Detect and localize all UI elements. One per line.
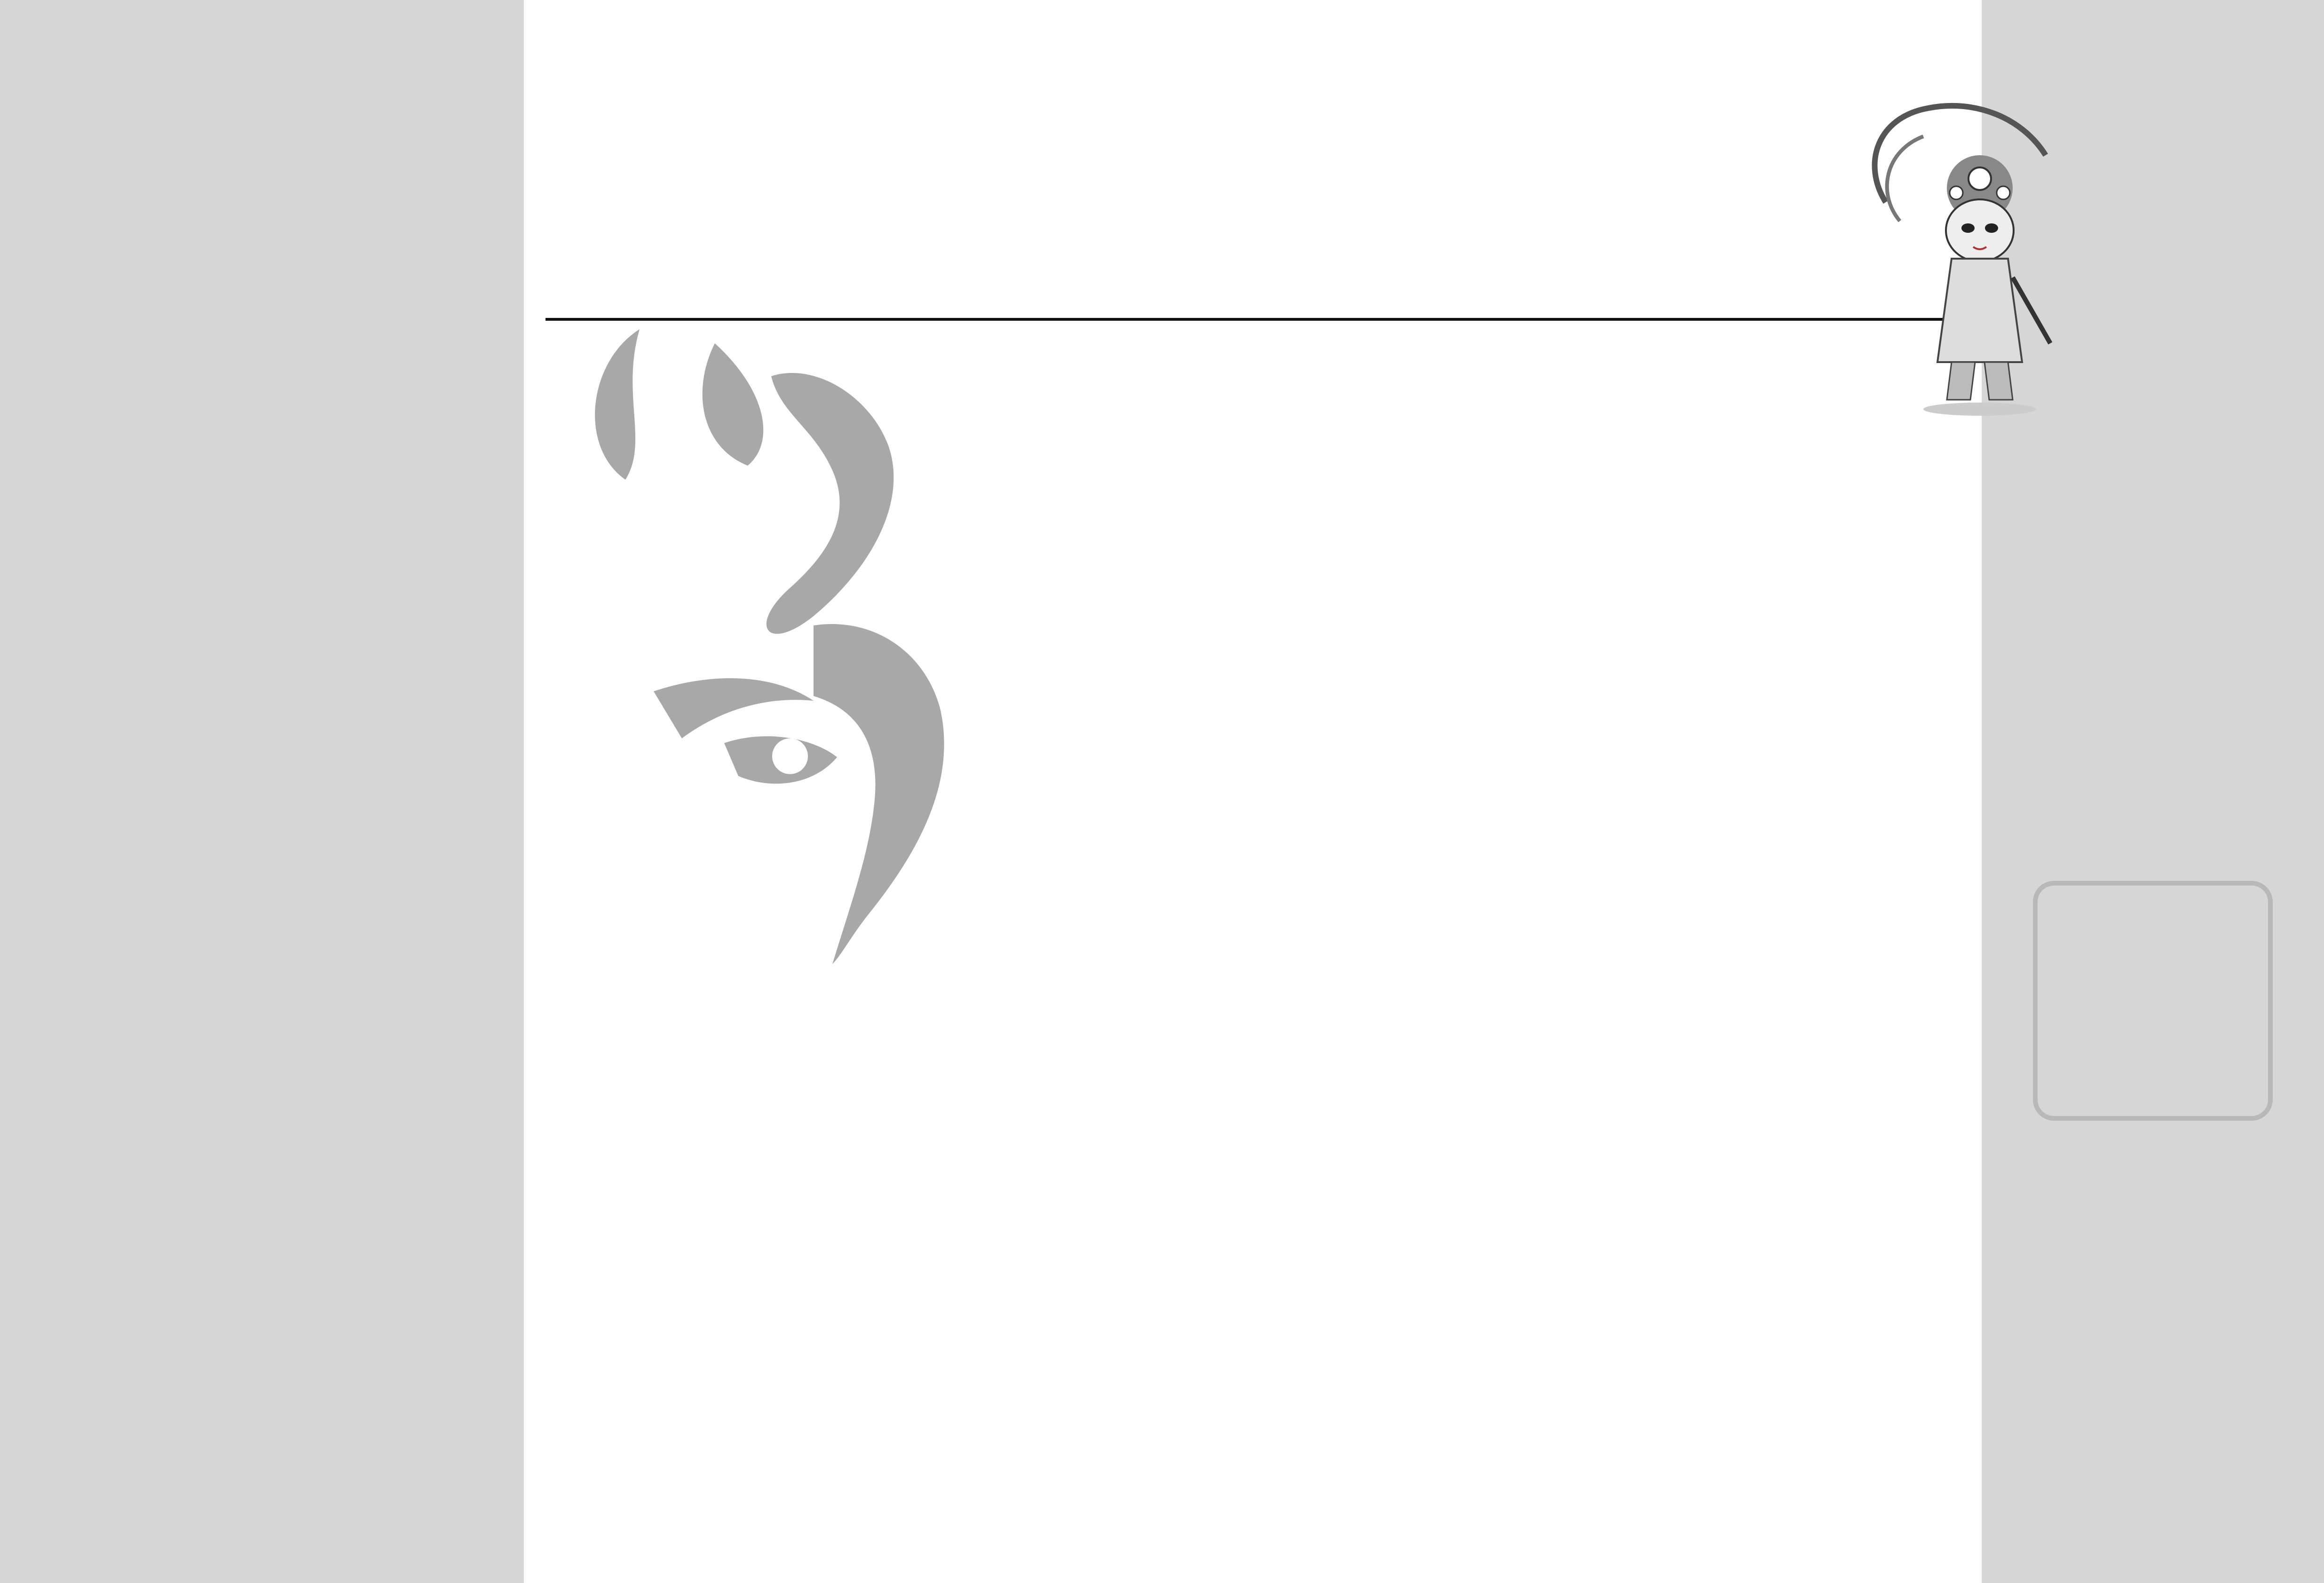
seal-watermark [2031, 879, 2275, 1123]
title-rule [545, 318, 1980, 321]
opera-swirl-decoration [569, 325, 992, 974]
left-gray-panel [0, 0, 524, 1583]
opera-mascot-illustration [1834, 99, 2079, 419]
